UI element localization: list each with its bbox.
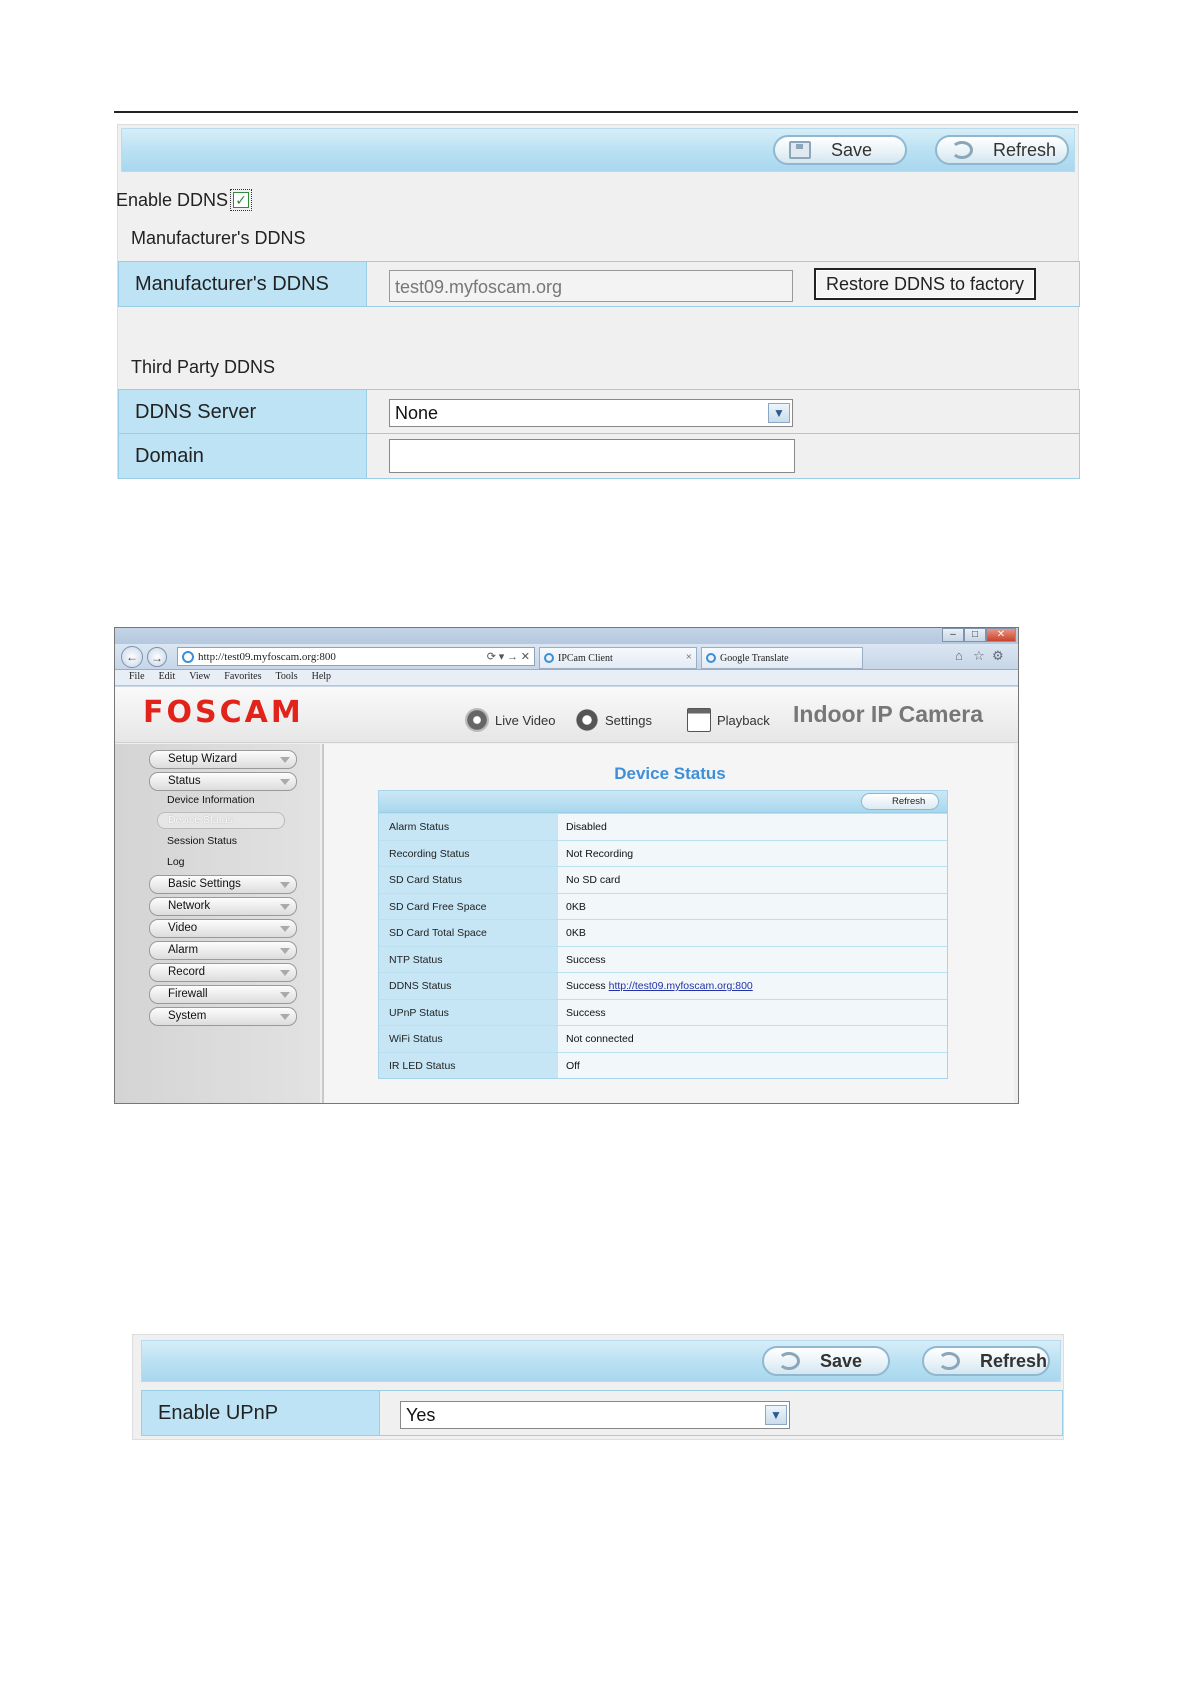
window-titlebar: [115, 628, 1018, 644]
maximize-icon[interactable]: □: [964, 628, 986, 642]
status-value: [558, 1026, 947, 1052]
page-rule: [114, 111, 1078, 113]
status-value-text: Not connected: [566, 1033, 634, 1045]
ddns-server-row: [118, 389, 1080, 435]
status-value: [558, 1053, 947, 1079]
chevron-down-icon: [280, 904, 290, 910]
status-value: [558, 920, 947, 946]
foscam-app: [115, 687, 1019, 1104]
tab-settings[interactable]: Settings: [575, 704, 652, 736]
device-status-refresh-button[interactable]: Refresh: [861, 793, 939, 810]
chevron-down-icon: [280, 1014, 290, 1020]
foscam-logo: FOSCAM: [143, 695, 304, 730]
sidebar-item-basic-settings[interactable]: Basic Settings: [149, 875, 297, 894]
status-key: Recording Status: [379, 841, 558, 867]
refresh-button[interactable]: Refresh: [922, 1346, 1050, 1376]
status-value-text: 0KB: [566, 927, 586, 939]
status-value: [558, 947, 947, 973]
save-button[interactable]: Save: [762, 1346, 890, 1376]
gear-icon[interactable]: ⚙: [992, 648, 1004, 663]
device-status-toolbar: [379, 791, 947, 813]
chevron-down-icon: [280, 926, 290, 932]
settings-sidebar: [115, 744, 320, 1104]
sidebar-item-status[interactable]: Status: [149, 772, 297, 791]
refresh-button[interactable]: Refresh: [935, 135, 1069, 165]
sidebar-item-firewall[interactable]: Firewall: [149, 985, 297, 1004]
table-row: [379, 946, 947, 973]
domain-input[interactable]: [389, 439, 795, 473]
status-value-text: Success: [566, 953, 606, 966]
ddns-settings-panel: [117, 124, 1079, 479]
status-value-text: No SD card: [566, 874, 621, 886]
ie-icon: [706, 653, 716, 663]
status-value-text: Success: [566, 1006, 606, 1019]
table-row: [379, 813, 947, 840]
page-title: Device Status: [614, 764, 726, 783]
browser-toolbar: [115, 644, 1018, 670]
close-icon[interactable]: ✕: [986, 628, 1016, 642]
domain-row: [118, 433, 1080, 479]
table-row: [379, 919, 947, 946]
device-status-table: [378, 790, 948, 1079]
status-key: SD Card Status: [379, 867, 558, 893]
save-icon: [778, 1352, 800, 1370]
tab-playback[interactable]: Playback: [687, 704, 770, 736]
browser-window: [114, 627, 1019, 1104]
status-key: NTP Status: [379, 947, 558, 973]
chevron-down-icon: [280, 882, 290, 888]
status-value: [558, 814, 947, 840]
table-row: [379, 999, 947, 1026]
ie-icon: [544, 653, 554, 663]
calendar-icon: [687, 708, 711, 732]
tab-live-video[interactable]: Live Video: [465, 704, 555, 736]
chevron-down-icon: [280, 757, 290, 763]
sidebar-item-network[interactable]: Network: [149, 897, 297, 916]
table-row: [379, 1052, 947, 1079]
sidebar-sub-session-status[interactable]: Session Status: [167, 835, 238, 847]
status-value: [558, 1000, 947, 1026]
third-party-ddns-heading: Third Party DDNS: [131, 357, 276, 377]
table-row: [379, 972, 947, 999]
table-row: [379, 840, 947, 867]
gear-icon: [575, 708, 599, 732]
status-value-text: Not Recording: [566, 847, 634, 860]
sidebar-sub-log[interactable]: Log: [167, 856, 185, 868]
enable-upnp-select[interactable]: Yes ▼: [400, 1401, 790, 1429]
ddns-server-label: DDNS Server: [119, 390, 367, 434]
minimize-icon[interactable]: –: [942, 628, 964, 642]
sidebar-sub-device-status[interactable]: Device Status: [157, 812, 285, 829]
sidebar-item-setup-wizard[interactable]: Setup Wizard: [149, 750, 297, 769]
refresh-icon: [938, 1352, 960, 1370]
chevron-down-icon: [280, 948, 290, 954]
upnp-toolbar: [141, 1340, 1061, 1382]
table-row: [379, 1025, 947, 1052]
favorites-star-icon[interactable]: ☆: [973, 648, 985, 663]
home-icon[interactable]: ⌂: [955, 648, 963, 663]
enable-upnp-label: Enable UPnP: [142, 1391, 380, 1435]
product-title: Indoor IP Camera: [793, 701, 984, 727]
forward-icon[interactable]: →: [147, 647, 167, 667]
status-key: WiFi Status: [379, 1026, 558, 1052]
save-icon: [789, 141, 811, 159]
status-key: SD Card Free Space: [379, 894, 558, 920]
refresh-icon: [951, 141, 973, 159]
status-key: UPnP Status: [379, 1000, 558, 1026]
upnp-settings-panel: [132, 1334, 1064, 1440]
save-button[interactable]: Save: [773, 135, 907, 165]
ddns-server-select[interactable]: None ▼: [389, 399, 793, 427]
enable-upnp-row: [141, 1390, 1063, 1436]
sidebar-item-alarm[interactable]: Alarm: [149, 941, 297, 960]
enable-ddns-label: Enable DDNS: [116, 189, 229, 210]
address-bar[interactable]: http://test09.myfoscam.org:800 ⟳ ▾ → ✕: [177, 647, 535, 666]
status-value: [558, 841, 947, 867]
tab-google-translate[interactable]: Google Translate: [701, 647, 863, 669]
status-value-text: Success: [566, 980, 606, 992]
ddns-status-link[interactable]: http://test09.myfoscam.org:800: [608, 980, 753, 992]
sidebar-item-system[interactable]: System: [149, 1007, 297, 1026]
chevron-down-icon: [280, 779, 290, 785]
chevron-down-icon: [280, 992, 290, 998]
table-row: [379, 893, 947, 920]
enable-ddns-row: [116, 189, 252, 211]
status-key: Alarm Status: [379, 814, 558, 840]
app-header: [115, 687, 1019, 743]
menu-tools[interactable]: Tools: [275, 671, 298, 682]
status-key: SD Card Total Space: [379, 920, 558, 946]
manufacturer-ddns-heading: Manufacturer's DDNS: [131, 228, 306, 248]
browser-menubar: [115, 670, 1018, 686]
tab-ipcam-client[interactable]: IPCam Client ×: [539, 647, 697, 669]
sidebar-sub-device-information[interactable]: Device Information: [167, 794, 255, 806]
webcam-icon: [465, 708, 489, 732]
manufacturer-ddns-label: Manufacturer's DDNS: [119, 262, 367, 306]
enable-ddns-checkbox[interactable]: [230, 189, 252, 211]
manufacturer-ddns-row: [118, 261, 1080, 307]
status-value-text: Disabled: [566, 821, 607, 833]
status-value: [558, 867, 947, 893]
sidebar-item-video[interactable]: Video: [149, 919, 297, 938]
menu-edit[interactable]: Edit: [158, 671, 176, 682]
chevron-down-icon: ▼: [765, 1405, 787, 1425]
status-key: IR LED Status: [379, 1053, 558, 1079]
table-row: [379, 866, 947, 893]
status-key: DDNS Status: [379, 973, 558, 999]
sidebar-item-record[interactable]: Record: [149, 963, 297, 982]
back-icon[interactable]: ←: [121, 646, 143, 668]
ddns-toolbar: [121, 128, 1075, 172]
device-status-content: [322, 744, 1014, 1104]
menu-view[interactable]: View: [189, 671, 211, 682]
restore-ddns-button[interactable]: Restore DDNS to factory: [814, 268, 1036, 300]
status-value: [558, 894, 947, 920]
stop-reload-icon[interactable]: ⟳ ▾ → ✕: [486, 651, 530, 663]
ie-icon: [182, 651, 194, 663]
status-value: [558, 973, 947, 999]
menu-file[interactable]: File: [129, 671, 145, 682]
domain-label: Domain: [119, 434, 367, 478]
chevron-down-icon: ▼: [768, 403, 790, 423]
manufacturer-ddns-field[interactable]: test09.myfoscam.org: [389, 270, 793, 302]
menu-help[interactable]: Help: [311, 671, 332, 682]
chevron-down-icon: [280, 970, 290, 976]
tab-close-icon[interactable]: ×: [685, 651, 692, 663]
menu-favorites[interactable]: Favorites: [224, 671, 262, 682]
checkmark-icon: ✓: [233, 192, 249, 208]
status-value-text: 0KB: [566, 900, 586, 913]
status-value-text: Off: [566, 1059, 580, 1072]
